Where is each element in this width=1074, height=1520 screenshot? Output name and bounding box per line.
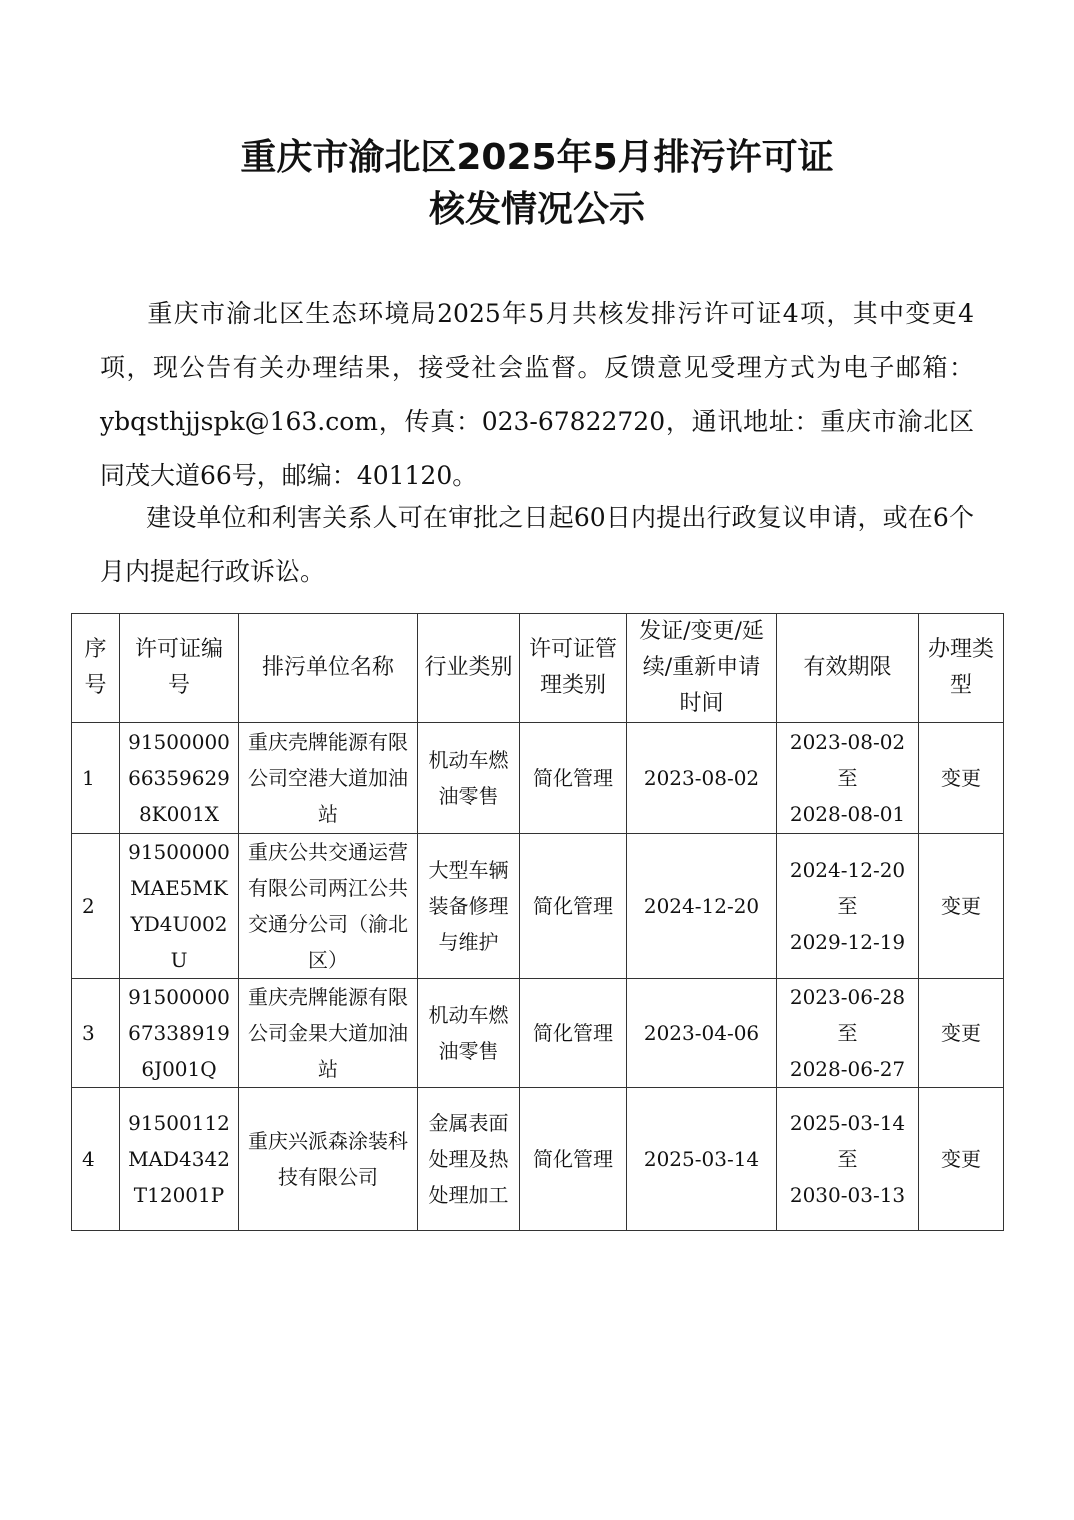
announcement-paragraph [100, 287, 974, 503]
permit-table [71, 613, 1004, 1231]
cell-seq: 1 [72, 723, 120, 834]
page-title-line-2: 核发情况公示 [428, 189, 645, 230]
header-industry: 行业类别 [418, 614, 520, 723]
valid-to-word: 至 [837, 1021, 858, 1045]
table-header-row [72, 614, 1004, 723]
cell-permit-no: 91500000MAE5MKYD4U002U [120, 834, 239, 979]
header-seq: 序号 [72, 614, 120, 723]
cell-management: 简化管理 [520, 979, 627, 1088]
cell-validity [777, 979, 919, 1088]
cell-type: 变更 [919, 723, 1004, 834]
cell-permit-no: 91500112MAD4342T12001P [120, 1088, 239, 1231]
valid-to-word: 至 [837, 894, 858, 918]
page-title-line-1: 重庆市渝北区2025年5月排污许可证 [240, 137, 834, 178]
cell-industry: 大型车辆装备修理与维护 [418, 834, 520, 979]
valid-from: 2023-08-02 [789, 730, 906, 754]
announcement-text: 重庆市渝北区生态环境局2025年5月共核发排污许可证4项，其中变更4项，现公告有关办理结果，接受社会监督。反馈意见受理方式为电子邮箱：ybqsthjjspk@163.com，传真：023-67822720，通讯地址：重庆市渝北区同茂大道66号，邮编：401120。 [100, 299, 974, 490]
valid-to: 2028-08-01 [789, 802, 906, 826]
cell-permit-no: 91500000673389196J001Q [120, 979, 239, 1088]
cell-management: 简化管理 [520, 723, 627, 834]
cell-industry: 金属表面处理及热处理加工 [418, 1088, 520, 1231]
valid-from: 2024-12-20 [789, 858, 906, 882]
valid-to: 2029-12-19 [789, 930, 906, 954]
cell-type: 变更 [919, 834, 1004, 979]
header-validity: 有效期限 [777, 614, 919, 723]
table-row [72, 1088, 1004, 1231]
valid-to-word: 至 [837, 766, 858, 790]
cell-issue-date: 2025-03-14 [627, 1088, 777, 1231]
table-row [72, 979, 1004, 1088]
appeal-text: 建设单位和利害关系人可在审批之日起60日内提出行政复议申请，或在6个月内提起行政诉讼。 [100, 503, 974, 586]
header-management: 许可证管理类别 [520, 614, 627, 723]
header-unit-name: 排污单位名称 [239, 614, 418, 723]
valid-from: 2023-06-28 [789, 985, 906, 1009]
cell-industry: 机动车燃油零售 [418, 979, 520, 1088]
cell-type: 变更 [919, 979, 1004, 1088]
cell-validity [777, 723, 919, 834]
cell-industry: 机动车燃油零售 [418, 723, 520, 834]
cell-validity [777, 1088, 919, 1231]
cell-unit-name: 重庆公共交通运营有限公司两江公共交通分公司（渝北区） [239, 834, 418, 979]
valid-to-word: 至 [837, 1147, 858, 1171]
cell-validity [777, 834, 919, 979]
cell-unit-name: 重庆壳牌能源有限公司空港大道加油站 [239, 723, 418, 834]
cell-seq: 2 [72, 834, 120, 979]
cell-type: 变更 [919, 1088, 1004, 1231]
valid-to: 2028-06-27 [789, 1057, 906, 1081]
cell-unit-name: 重庆兴派森涂装科技有限公司 [239, 1088, 418, 1231]
valid-to: 2030-03-13 [789, 1183, 906, 1207]
header-type: 办理类型 [919, 614, 1004, 723]
appeal-paragraph [100, 491, 974, 599]
cell-issue-date: 2024-12-20 [627, 834, 777, 979]
cell-issue-date: 2023-04-06 [627, 979, 777, 1088]
table-row [72, 834, 1004, 979]
cell-issue-date: 2023-08-02 [627, 723, 777, 834]
cell-management: 简化管理 [520, 1088, 627, 1231]
cell-seq: 4 [72, 1088, 120, 1231]
valid-from: 2025-03-14 [789, 1111, 906, 1135]
cell-seq: 3 [72, 979, 120, 1088]
header-permit-no: 许可证编号 [120, 614, 239, 723]
cell-permit-no: 91500000663596298K001X [120, 723, 239, 834]
header-issue-date: 发证/变更/延续/重新申请时间 [627, 614, 777, 723]
table-row [72, 723, 1004, 834]
cell-management: 简化管理 [520, 834, 627, 979]
cell-unit-name: 重庆壳牌能源有限公司金果大道加油站 [239, 979, 418, 1088]
